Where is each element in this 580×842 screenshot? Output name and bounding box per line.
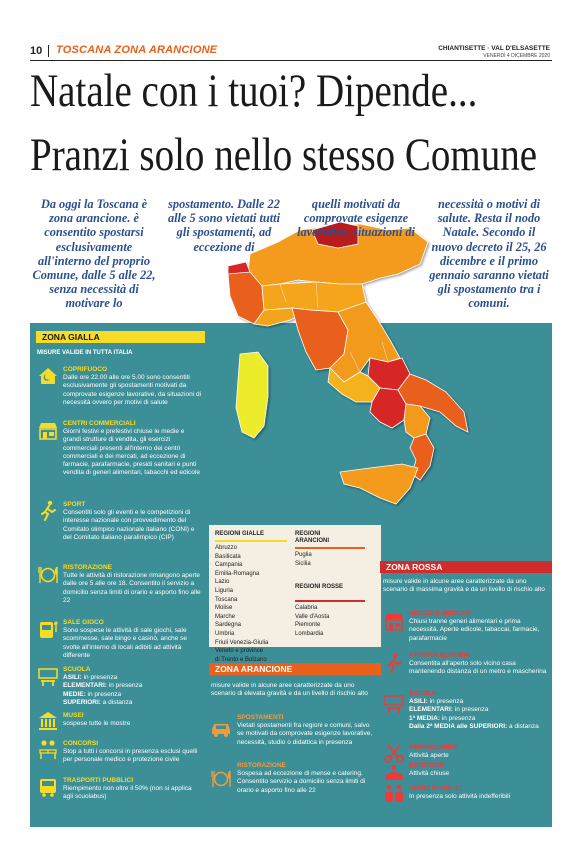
scissors-icon	[383, 742, 405, 764]
scuola-line-label: ELEMENTARI:	[409, 706, 453, 714]
scuola-line-label: SUPERIORI:	[63, 698, 101, 706]
gialla-item-text: Sono sospese le attività di sale giochi, sale scommesse, sale bingo e casinò, anche se svolte all'interno di locali adibiti ad attività differente	[63, 627, 187, 659]
scuola-line-value: in presenza	[81, 674, 118, 681]
rossa-item-title: ESTETISTE	[409, 762, 445, 769]
arancione-item-text: Vietati spostamenti fra regioni e comuni, salvo se motivati da comprovate esigenze lavorative, necessità, studio o didattica in presenza	[237, 722, 373, 746]
bus-icon	[37, 776, 59, 798]
map-basilicata	[404, 404, 430, 438]
newspaper-name: CHIANTISETTE · VAL D'ELSASETTE	[438, 45, 550, 52]
shop-icon	[383, 611, 405, 633]
gialla-item-title: TRASPORTI PUBBLICI	[63, 777, 134, 784]
runner-icon	[383, 652, 405, 674]
legend-region: Umbria	[215, 630, 235, 637]
scuola-line-value: in presenza	[452, 706, 489, 714]
legend-region: Abruzzo	[215, 545, 238, 551]
intro-col-3: quelli motivati da comprovate esigenze lavorative, situazioni di	[297, 197, 415, 240]
house-moon-icon	[37, 365, 59, 387]
rossa-item-title: NEGOZI E MERCATI	[409, 610, 471, 617]
slot-machine-icon	[37, 618, 59, 640]
map-sicilia	[340, 464, 418, 504]
legend-region: Valle d'Aosta	[295, 613, 330, 620]
gialla-item-title: SCUOLA	[63, 666, 91, 673]
gialla-item-title: SALE GIOCO	[63, 619, 104, 626]
school-desk-icon	[383, 692, 405, 714]
legend-region: Calabria	[295, 605, 318, 611]
scuola-line-value: in presenza	[439, 714, 476, 722]
legend-rosse-list	[295, 604, 329, 638]
legend-region: Emilia-Romagna	[215, 570, 260, 577]
rossa-item-title: ATTIVITÀ MOTORIA	[409, 652, 471, 659]
scuola-line	[63, 682, 203, 690]
gialla-item-text: Consentiti solo gli eventi e le competizioni di interesse nazionale con provvedimento del Comitato olimpico nazionale italiano (CONI) e del Comitato italiano paralimpico (CIP)	[63, 509, 195, 541]
zona-gialla-subtitle: MISURE VALIDE IN TUTTA ITALIA	[37, 350, 133, 356]
gialla-item-text: Dalle ore 22.00 alle ore 5.00 sono consentiti esclusivamente gli spostamenti motivati da comprovate esigenze lavorative, da situazioni di necessità ovvero per motivi di salute	[63, 374, 202, 406]
scuola-line-value: in presenza	[85, 690, 122, 698]
legend-region: Piemonte	[295, 622, 321, 629]
office-icon	[383, 782, 405, 804]
legend-gialle-title: REGIONI GIALLE	[215, 531, 265, 537]
scuola-line	[63, 674, 203, 682]
gialla-scuola-lines	[63, 674, 203, 707]
gialla-item-text: Giorni festivi e prefestivi chiuse le medie e grandi strutture di vendita, gli esercizi commerciali presenti all'interno dei centri commerciali e dei mercati, ad eccezione di farmacie, parafarmacie, presidi sanitari e punti vendita di generi alimentari, tabacchi ed edicole	[63, 428, 200, 477]
legend-region: Toscana	[215, 596, 238, 603]
legend-arancioni-list	[295, 551, 312, 568]
scuola-line-value: a distanza	[100, 698, 133, 706]
scuola-line	[409, 698, 547, 706]
scuola-line-value: in presenza	[106, 682, 143, 690]
cutlery-icon	[37, 564, 59, 586]
shop-icon	[37, 420, 59, 442]
scuola-line-label: Dalla 2ª MEDIA alle SUPERIORI:	[409, 722, 508, 730]
arancione-item-title: SPOSTAMENTI	[237, 714, 284, 721]
legend-arancioni-bar	[295, 547, 365, 549]
legend-rosse-title: REGIONI ROSSE	[295, 584, 344, 590]
rossa-item-title: SCUOLA	[409, 690, 437, 697]
legend-gialle-bar	[215, 540, 287, 542]
zona-gialla-title: ZONA GIALLA	[36, 331, 205, 343]
headline-line-1: Natale con i tuoi? Dipende...	[30, 65, 478, 117]
zona-arancione-title: ZONA ARANCIONE	[209, 663, 381, 675]
intro-col-2: spostamento. Dalle 22 alle 5 sono vietati tutti gli spostamenti, ad eccezione di	[167, 197, 281, 254]
gialla-item-title: CONCORSI	[63, 740, 99, 747]
scuola-line-value: in presenza	[427, 698, 464, 705]
page-number: 10	[30, 45, 43, 57]
legend-region: Friuli Venezia-Giulia	[215, 639, 269, 646]
rossa-item-text: In presenza solo attività indefferibili	[409, 793, 511, 800]
map-sardegna	[236, 352, 268, 438]
legend-rosse-bar	[295, 600, 365, 602]
legend-region: Veneto e province	[215, 648, 264, 655]
gialla-item-title: RISTORAZIONE	[63, 564, 112, 571]
header-rule	[30, 60, 552, 61]
museum-icon	[37, 710, 59, 732]
header-separator	[48, 45, 49, 57]
gialla-item-text: sospese tutte le mostre	[63, 720, 131, 727]
esthetics-icon	[383, 762, 405, 784]
scuola-line-label: ELEMENTARI:	[63, 682, 107, 690]
scuola-line	[409, 706, 547, 714]
legend-region: Sardegna	[215, 622, 242, 629]
rossa-item-title: PARRUCCHIERI	[409, 744, 459, 751]
scuola-line-value: a distanza	[507, 722, 539, 730]
intro-col-1: Da oggi la Toscana è zona arancione. è consentito spostarsi esclusivamente all'interno del proprio Comune, dalle 5 alle 22, senza necessità di motivare lo	[32, 197, 156, 311]
regions-legend	[209, 525, 381, 663]
scuola-line	[63, 699, 203, 707]
gialla-item-text: Riempimento non oltre il 50% (non si applica agli scuolabus)	[63, 785, 192, 801]
runner-icon	[37, 500, 59, 522]
scuola-line-label: 1ª MEDIA:	[409, 714, 440, 722]
rossa-item-text: Attività chiuse	[409, 770, 450, 777]
section-title: TOSCANA ZONA ARANCIONE	[56, 44, 218, 56]
gialla-item-title: SPORT	[63, 501, 86, 508]
scuola-line-label: ASILI:	[409, 698, 428, 705]
issue-date: VENERDÌ 4 DICEMBRE 2020	[483, 53, 550, 59]
legend-region: Basilicata	[215, 553, 241, 560]
legend-gialle-list	[215, 544, 268, 664]
gialla-item-title: CENTRI COMMERCIALI	[63, 420, 136, 427]
students-icon	[37, 738, 59, 760]
zona-arancione-subtitle: misure valide in alcune aree caratterizzate da uno scenario di elevata gravità e da un livello di rischio alto	[211, 682, 368, 698]
arancione-item-text: Sospesa ad eccezione di mense e catering. Consentito servizio a domicilio senza limiti di orario e asporto fino alle 22	[237, 770, 366, 794]
legend-region: Lazio	[215, 579, 230, 586]
rossa-scuola-lines	[409, 698, 547, 731]
scuola-line-label: ASILI:	[63, 674, 82, 681]
legend-region: Campania	[215, 562, 243, 569]
arancione-item-title: RISTORAZIONE	[237, 762, 286, 769]
intro-col-4: necessità o motivi di salute. Resta il nodo Natale. Secondo il nuovo decreto il 25, 26 dicembre e il primo gennaio saranno vietati gli spostamento tra i comuni.	[429, 197, 549, 311]
headline-line-2: Pranzi solo nello stesso Comune	[30, 129, 538, 181]
rossa-item-text: Consentita all'aperto solo vicino casa mantenendo distanza di un metro e mascherina	[409, 660, 547, 676]
scuola-line	[409, 715, 547, 723]
zona-rossa-title: ZONA ROSSA	[380, 561, 552, 573]
car-icon	[210, 717, 232, 739]
gialla-item-text: Tutte le attività di ristorazione rimangono aperte dalle ore 5 alle ore 18. Consentito il servizio a domicilio senza limiti di orario e asporto fino alle 22	[63, 572, 201, 604]
scuola-line	[63, 691, 203, 699]
gialla-item-title: COPRIFUOCO	[63, 366, 108, 373]
scuola-line	[409, 723, 547, 731]
gialla-item-text: Stop a tutti i concorsi in presenza esclusi quelli per personale medico e protezione civile	[63, 748, 198, 764]
cutlery-icon	[210, 768, 232, 790]
school-desk-icon	[37, 665, 59, 687]
rossa-item-title: UFFICI PUBBLICI	[409, 785, 463, 792]
legend-region: Marche	[215, 613, 236, 620]
rossa-item-text: Chiusi tranne generi alimentari e prima necessità. Aperte edicole, tabaccai, farmacie, parafarmacie	[409, 618, 540, 642]
gialla-item-title: MUSEI	[63, 712, 84, 719]
legend-region: Molise	[215, 605, 233, 612]
legend-region: Puglia	[295, 552, 312, 558]
legend-region: Sicilia	[295, 560, 311, 567]
scuola-line-label: MEDIE:	[63, 690, 86, 698]
legend-arancioni-title: REGIONI ARANCIONI	[295, 531, 329, 544]
rossa-item-text: Attività aperte	[409, 752, 449, 759]
legend-region: di Trento e Bolzano	[215, 656, 267, 663]
legend-region: Liguria	[215, 587, 234, 594]
legend-region: Lombardia	[295, 630, 324, 637]
zona-rossa-subtitle: misure valide in alcune aree caratterizzate da uno scenario di massima gravità e da un livello di rischio alto	[383, 578, 545, 594]
